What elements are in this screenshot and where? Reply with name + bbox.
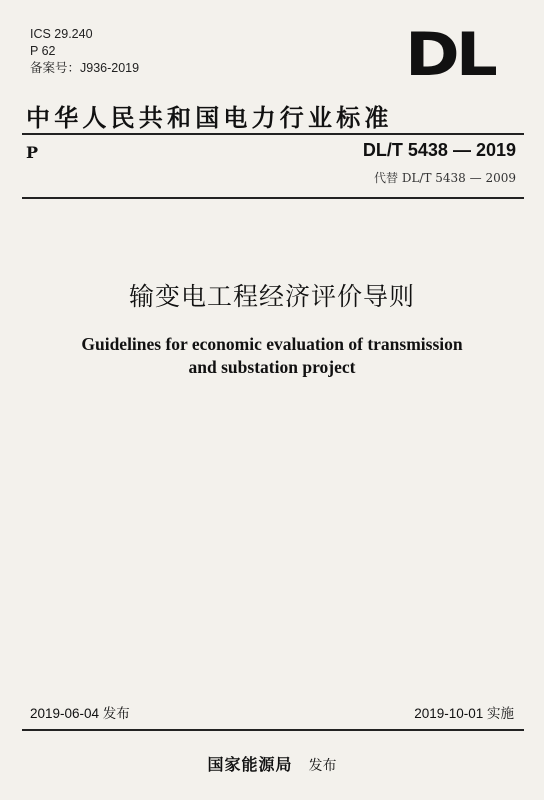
divider-middle	[22, 197, 524, 199]
title-english-line-1: Guidelines for economic evaluation of transmission	[81, 334, 463, 354]
divider-bottom	[22, 729, 524, 731]
issue-date: 2019-06-04 发布	[30, 706, 130, 721]
header-meta	[30, 26, 139, 77]
document-title-english	[0, 333, 544, 379]
ics-code: ICS 29.240	[30, 27, 93, 41]
publisher-line	[0, 752, 544, 775]
replaces-standard: 代替 DL/T 5438 — 2009	[374, 171, 516, 185]
implementation-date: 2019-10-01 实施	[414, 706, 514, 721]
publisher-action: 发布	[308, 758, 337, 774]
dl-logo: DL	[405, 19, 494, 90]
publisher-organization: 国家能源局	[207, 755, 293, 774]
standard-body-name: 中华人民共和国电力行业标准	[26, 103, 393, 132]
document-title-chinese: 输变电工程经济评价导则	[128, 282, 415, 311]
divider-top	[22, 133, 524, 135]
standard-code: DL/T 5438 — 2019	[362, 140, 516, 160]
title-english-line-2: and substation project	[188, 357, 356, 377]
filing-number: 备案号：J936-2019	[30, 61, 140, 75]
classification-letter: P	[26, 143, 39, 162]
category-code: P 62	[30, 44, 56, 58]
